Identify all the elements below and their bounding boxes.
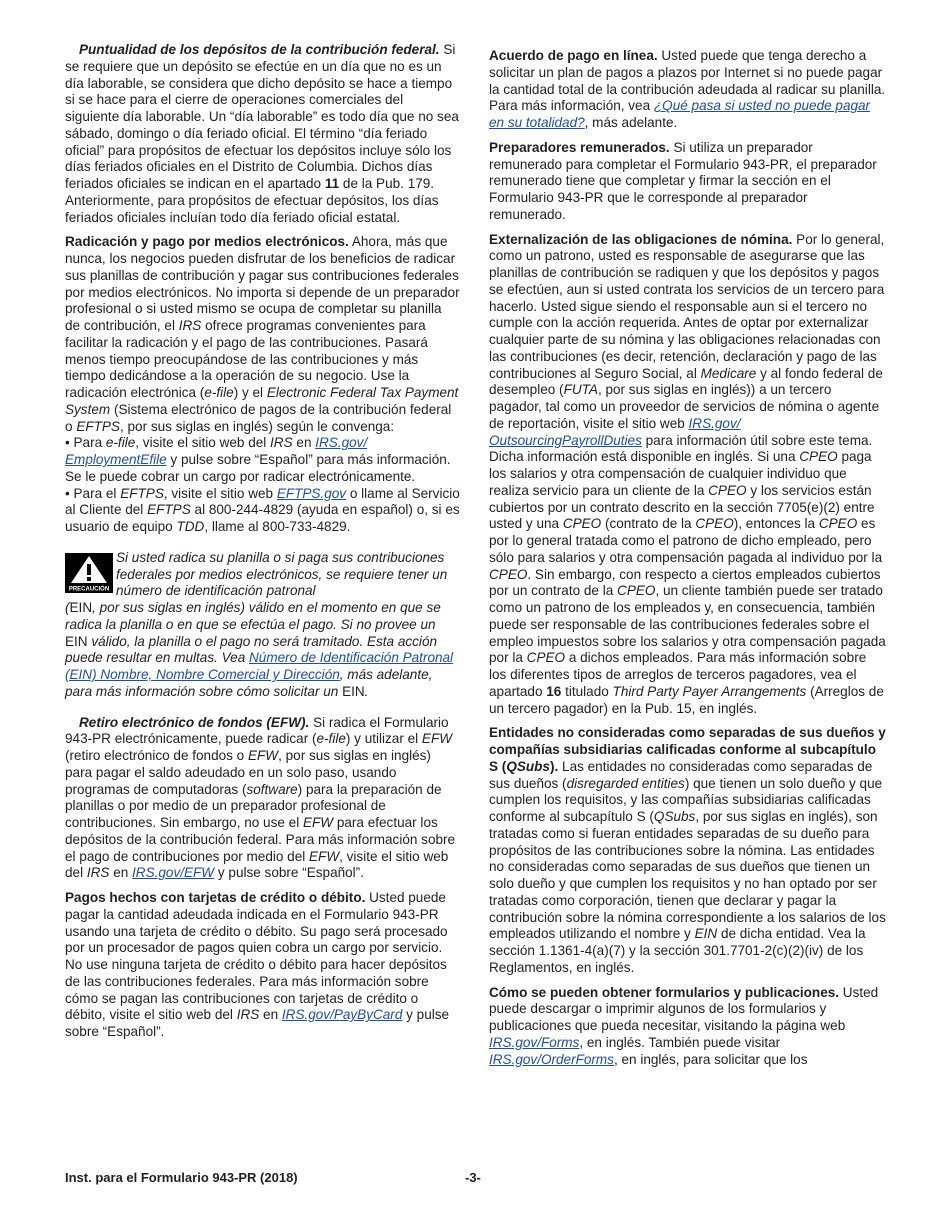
outsourcing-payroll-link[interactable]: IRS.gov/ OutsourcingPayrollDuties bbox=[489, 415, 741, 448]
irs-orderforms-link[interactable]: IRS.gov/OrderForms bbox=[489, 1051, 614, 1067]
right-column bbox=[489, 48, 887, 1076]
section-heading: Externalización de las obligaciones de nómina. bbox=[489, 231, 793, 247]
section-heading: Acuerdo de pago en línea. bbox=[489, 48, 658, 63]
section-heading: Pagos hechos con tarjetas de crédito o débito. bbox=[65, 890, 366, 905]
caution-note: PRECAUCIÓN Si usted radica su planilla o si paga sus contribuciones federales por medios electrónicos, se requiere tener un número de identificación patronal (EIN, por sus siglas en inglés) válido en el momento en que se radica la planilla o en que se efectúa el pago. Si no provee un EIN válido, la planilla o el pago no será tramitado. Esta acción puede resultar en multas. Vea Número de Identificación Patronal (EIN) Nombre, Nombre Comercial y Dirección, más adelante, para más información sobre cómo solicitar un EIN. bbox=[65, 549, 454, 699]
eftps-bullet: • Para el EFTPS, visite el sitio web EFTPS.gov o llame al Servicio al Cliente del EFTPS al 800-244-4829 (ayuda en español) o, si es usuario de equipo TDD, llame al 800-733-4829. bbox=[65, 485, 460, 534]
section-heading: Radicación y pago por medios electrónicos. bbox=[65, 234, 349, 250]
efw-link[interactable]: IRS.gov/EFW bbox=[132, 865, 215, 881]
efw-paragraph: Retiro electrónico de fondos (EFW). Si radica el Formulario 943-PR electrónicamente, puede radicar (e-file) y utilizar el EFW (retiro electrónico de fondos o EFW, por sus siglas en inglés) para pagar el saldo adeudado en un solo paso, usando programas de computadoras (software) para la preparación de planillas o por medio de un preparador profesional de contribuciones. Sin embargo, no use el EFW para efectuar los depósitos de la contribución federal. Para más información sobre el pago de contribuciones por medio del EFW, visite el sitio web del IRS en IRS.gov/EFW y pulse sobre “Español”. bbox=[65, 714, 456, 881]
footer-form-title: Inst. para el Formulario 943-PR (2018) bbox=[65, 1170, 298, 1185]
card-payments-paragraph: Pagos hechos con tarjetas de crédito o débito. Usted puede pagar la cantidad adeudada indicada en el Formulario 943-PR usando una tarjeta de crédito o débito. Su pago será procesado por un procesador de pagos quien cobra un cargo por servicio. No use ninguna tarjeta de crédito o débito para hacer depósitos de las contribuciones federales. Para más información sobre cómo se pagan las contribuciones con tarjetas de crédito o débito, visite el sitio web del IRS en IRS.gov/PayByCard y pulse sobre “Español”. bbox=[65, 890, 450, 1039]
ein-section-link[interactable]: Número de Identificación Patronal (EIN) Nombre, Nombre Comercial y Dirección bbox=[65, 650, 454, 682]
left-column bbox=[65, 42, 460, 1049]
caution-icon-label: PRECAUCIÓN bbox=[68, 586, 110, 593]
cant-pay-in-full-link[interactable]: ¿Qué pasa si usted no puede pagar en su totalidad? bbox=[489, 98, 871, 130]
section-heading: Retiro electrónico de fondos (EFW). bbox=[79, 714, 310, 730]
paid-preparers-paragraph: Preparadores remunerados. Si utiliza un preparador remunerado para completar el Formulario 943-PR, el preparador remunerado tiene que completar y firmar la sección en el Formulario 943-PR que le corresponde al preparador remunerado. bbox=[489, 139, 877, 222]
section-heading: Puntualidad de los depósitos de la contribución federal. bbox=[79, 42, 440, 57]
employment-efile-link[interactable]: IRS.gov/ EmploymentEfile bbox=[65, 435, 368, 467]
online-payment-agreement-paragraph: Acuerdo de pago en línea. Usted puede que tenga derecho a solicitar un plan de pagos a plazos por Internet si no puede pagar la cantidad total de la contribución adeudada al radicar su planilla. Para más información, vea ¿Qué pasa si usted no puede pagar en su totalidad?, más adelante. bbox=[489, 48, 886, 130]
section-heading: Cómo se pueden obtener formularios y publicaciones. bbox=[489, 984, 840, 1000]
caution-warning-icon bbox=[65, 553, 113, 593]
section-heading: Entidades no consideradas como separadas de sus dueños y compañías subsidiarias calificadas conforme al subcapítulo S (QSubs). bbox=[489, 725, 886, 774]
paybycard-link[interactable]: IRS.gov/PayByCard bbox=[281, 1007, 403, 1023]
section-heading: Preparadores remunerados. bbox=[489, 139, 670, 155]
deposit-timeliness-paragraph: Puntualidad de los depósitos de la contribución federal. Si se requiere que un depósito se efectúe en un día que no es un día laborable, se considera que dicho depósito se hace a tiempo si se hace para el cierre de operaciones comerciales del siguiente día laborable. Un “día laborable” es todo día que no sea sábado, domingo o día feriado oficial. El término “día feriado oficial” para propósitos de efectuar los depósitos incluye sólo los días feriados oficiales en el Distrito de Columbia. Dichos días feriados oficiales se indican en el apartado 11 de la Pub. 179. Anteriormente, para propósitos de efectuar depósitos, los días feriados oficiales incluían todo día feriado oficial estatal. bbox=[65, 42, 459, 225]
efile-bullet: • Para e-file, visite el sitio web del IRS en IRS.gov/ EmploymentEfile y pulse sobre “Español” para más información. Se le puede cobrar un cargo por radicar electrónicamente. bbox=[65, 435, 451, 484]
forms-publications-paragraph: Cómo se pueden obtener formularios y publicaciones. Usted puede descargar o imprimir algunos de los formularios y publicaciones que pueda necesitar, visitando la página web IRS.gov/Forms, en inglés. También puede visitar IRS.gov/OrderForms, en inglés, para solicitar que los bbox=[489, 984, 879, 1067]
disregarded-entities-paragraph: Entidades no consideradas como separadas de sus dueños y compañías subsidiarias calificadas conforme al subcapítulo S (QSubs). Las entidades no consideradas como separadas de sus dueños (disregarded entities) que tienen un solo dueño y que cumplen los requisitos, y las compañías subsidiarias calificadas conforme al subcapítulo S (QSubs, por sus siglas en inglés), son tratadas como si fueran entidades separadas de su dueño para propósitos de las contribuciones sobre la nómina. Las entidades no consideradas como separadas de sus dueños que tienen un solo dueño y que cumplen los requisitos y no han optado por ser tratadas como corporación, tienen que declarar y pagar la contribución sobre la nómina correspondiente a los salarios de los empleados utilizando el nombre y EIN de dicha entidad. Vea la sección 1.1361-4(a)(7) y la sección 301.7701-2(c)(2)(iv) de los Reglamentos, en inglés. bbox=[489, 725, 886, 975]
irs-forms-link[interactable]: IRS.gov/Forms bbox=[489, 1034, 580, 1050]
payroll-outsourcing-paragraph: Externalización de las obligaciones de nómina. Por lo general, como un patrono, usted es responsable de asegurarse que las planillas de contribución se radiquen y que los depósitos y pagos se efectúen, aun si usted contrata los servicios de un tercero para hacerlo. Usted sigue siendo el responsable aun si el tercero no cumple con la acción requerida. Antes de optar por externalizar cualquier parte de su nómina y las obligaciones relacionadas con las contribuciones (es decir, retención, declaración y pago de las contribuciones al Seguro Social, al Medicare y al fondo federal de desempleo (FUTA, por sus siglas en inglés)) a un tercero pagador, tal como un proveedor de servicios de nómina o agente de reportación, visite el sitio web IRS.gov/ OutsourcingPayrollDuties para información útil sobre este tema. Dicha información está disponible en inglés. Si una CPEO paga los salarios y otra compensación de cualquier individuo que realiza servicio para un cliente de la CPEO y los servicios están cubiertos por un contrato descrito en la sección 7705(e)(2) entre usted y una CPEO (contrato de la CPEO), entonces la CPEO es por lo general tratada como el patrono de dicho empleado, pero sólo para salarios y otra compensación pagada al individuo por la CPEO. Sin embargo, con respecto a ciertos empleados cubiertos por un contrato de la CPEO, un cliente también puede ser tratado como un patrono de los empleados y, en consecuencia, también puede ser responsable de las contribuciones federales sobre el empleo impuestos sobre los salarios y otra compensación pagada por la CPEO a dichos empleados. Para más información sobre los diferentes tipos de arreglos de terceros pagadores, vea el apartado 16 titulado Third Party Payer Arrangements (Arreglos de un tercero pagador) en la Pub. 15, en inglés. bbox=[489, 231, 886, 716]
page-number: -3- bbox=[465, 1170, 481, 1185]
eftps-link[interactable]: EFTPS.gov bbox=[276, 485, 347, 501]
electronic-filing-paragraph: Radicación y pago por medios electrónicos. Ahora, más que nunca, los negocios pueden disfrutar de los beneficios de radicar sus planillas de contribución y pagar sus contribuciones federales por medios electrónicos. No importa si depende de un preparador profesional o si usted mismo se ocupa de completar su planilla de contribución, el IRS ofrece programas convenientes para facilitar la radicación y el pago de las contribuciones. Pasará menos tiempo preocupándose de las contribuciones y más tiempo dedicándose a la operación de su negocio. Use la radicación electrónica (e-file) y el Electronic Federal Tax Payment System (Sistema electrónico de pagos de la contribución federal o EFTPS, por sus siglas en inglés) según le convenga: bbox=[65, 234, 460, 434]
